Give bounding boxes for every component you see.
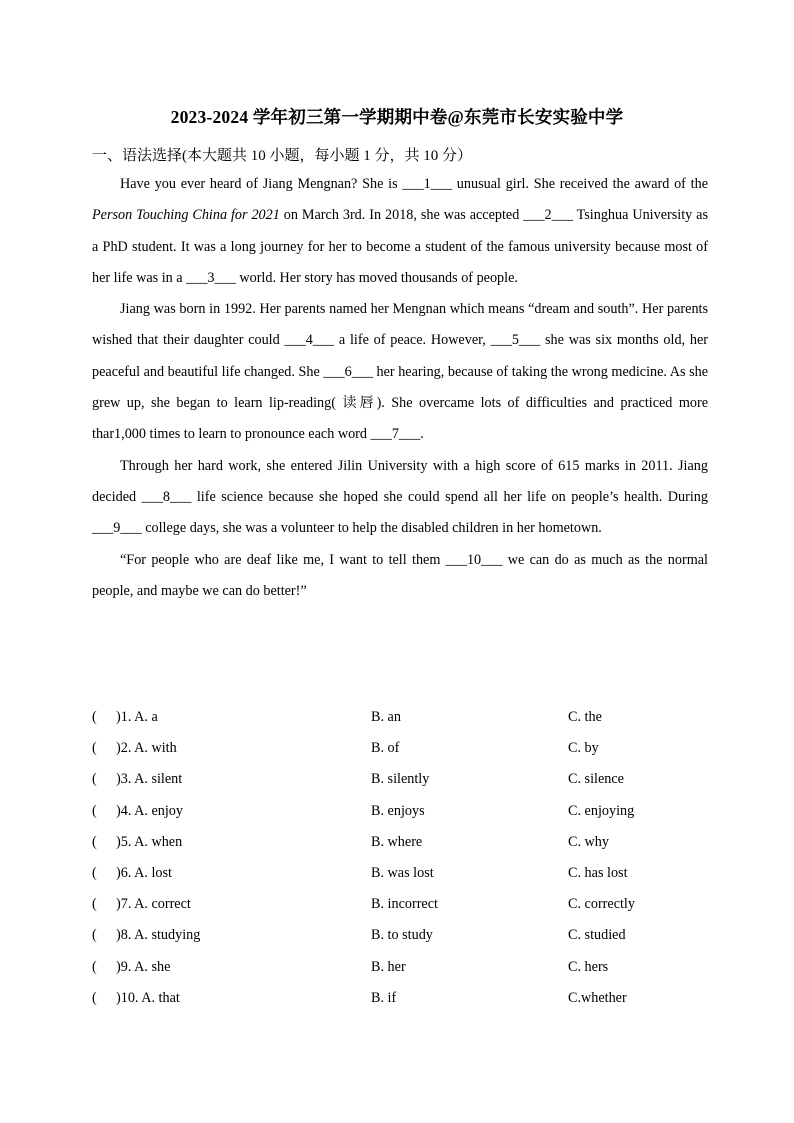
question-row (92, 764, 708, 795)
option-a: )3. A. silent (116, 771, 183, 788)
option-b: B. to study (371, 927, 433, 944)
document-title: 2023-2024 学年初三第一学期期中卷@东莞市长安实验中学 (170, 107, 624, 127)
option-c: C. studied (568, 927, 626, 944)
option-c: C. enjoying (568, 802, 635, 819)
passage-paragraph-1 (92, 169, 708, 294)
answer-blank[interactable]: ( (92, 740, 97, 757)
option-b: B. incorrect (371, 896, 438, 913)
question-row (92, 952, 708, 983)
option-c: C.whether (568, 989, 627, 1006)
option-a: )7. A. correct (116, 896, 191, 913)
question-row (92, 983, 708, 1014)
answer-options (92, 702, 708, 1014)
option-b: B. enjoys (371, 802, 425, 819)
option-a: )1. A. a (116, 709, 158, 725)
p1-text-1: Have you ever heard of Jiang Mengnan? She is ___1___ unusual girl. She received the award of the (120, 176, 708, 192)
answer-blank[interactable]: ( (92, 958, 97, 975)
option-b: B. was lost (371, 864, 434, 881)
question-row (92, 702, 708, 733)
option-c: C. the (568, 709, 602, 725)
option-a: )2. A. with (116, 740, 177, 757)
option-c: C. correctly (568, 896, 635, 913)
passage-paragraph-4: “For people who are deaf like me, I want to tell them ___10___ we can do as much as the normal people, and maybe we can do better!” (92, 551, 708, 599)
option-c: C. hers (568, 958, 609, 975)
answer-blank[interactable]: ( (92, 771, 97, 788)
award-name: Person Touching China for 2021 (92, 207, 280, 224)
option-b: B. her (371, 958, 406, 975)
question-row (92, 920, 708, 951)
answer-blank[interactable]: ( (92, 864, 97, 881)
question-row (92, 889, 708, 920)
option-a: )9. A. she (116, 958, 171, 975)
answer-blank[interactable]: ( (92, 833, 97, 850)
option-c: C. why (568, 833, 609, 850)
option-c: C. has lost (568, 864, 628, 881)
option-b: B. if (371, 989, 397, 1006)
option-b: B. of (371, 740, 400, 757)
option-b: B. an (371, 709, 401, 725)
answer-blank[interactable]: ( (92, 989, 97, 1006)
question-row (92, 733, 708, 764)
option-a: )6. A. lost (116, 864, 172, 881)
section-heading: 一、语法选择(本大题共 10 小题，每小题 1 分，共 10 分） (92, 148, 472, 164)
answer-blank[interactable]: ( (92, 896, 97, 913)
option-b: B. silently (371, 771, 430, 788)
option-c: C. silence (568, 771, 624, 788)
answer-blank[interactable]: ( (92, 709, 97, 725)
option-c: C. by (568, 740, 599, 757)
question-row (92, 796, 708, 827)
passage-paragraph-2: Jiang was born in 1992. Her parents named her Mengnan which means “dream and south”. Her parents wished that their daughter could ___4___ a life of peace. However, ___5___ she was six months old, her peaceful and beautiful life changed. She ___6___ her hearing, because of taking the wrong medicine. As she grew up, she began to learn lip-reading( 读唇). She overcame lots of difficulties and practiced more thar1,000 times to learn to pronounce each word ___7___. (92, 301, 708, 443)
option-a: )5. A. when (116, 833, 183, 850)
question-row (92, 827, 708, 858)
option-b: B. where (371, 833, 423, 850)
option-a: )8. A. studying (116, 927, 201, 944)
answer-blank[interactable]: ( (92, 802, 97, 819)
option-a: )4. A. enjoy (116, 802, 183, 819)
question-row (92, 858, 708, 889)
option-a: )10. A. that (116, 989, 180, 1006)
p1-text-2: on March 3rd. In 2018, she was accepted ___2___ Tsinghua University as a PhD student. It was a long journey for her to become a student of the famous university because most of her life was in a ___3___ world. Her story has moved thousands of people. (92, 207, 708, 286)
reading-passage (92, 169, 708, 607)
answer-blank[interactable]: ( (92, 927, 97, 944)
passage-paragraph-3: Through her hard work, she entered Jilin University with a high score of 615 marks in 2011. Jiang decided ___8___ life science because she hoped she could spend all her life on people’s health. During ___9___ college days, she was a volunteer to help the disabled children in her hometown. (92, 457, 708, 537)
